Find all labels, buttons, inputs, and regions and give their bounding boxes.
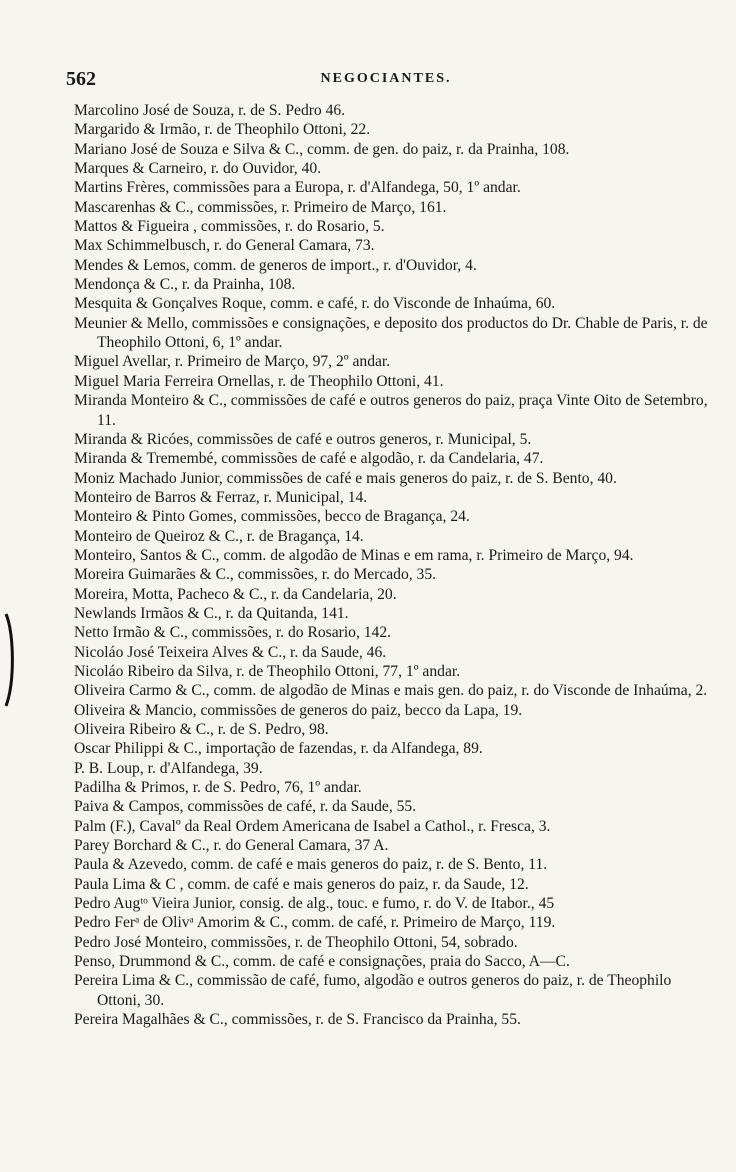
list-item: Penso, Drummond & C., comm. de café e consignações, praia do Sacco, A—C. [74,953,570,971]
list-item: Miranda & Tremembé, commissões de café e algodão, r. da Candelaria, 47. [74,450,544,468]
list-item: Mendonça & C., r. da Prainha, 108. [74,276,296,294]
list-item: Oliveira Carmo & C., comm. de algodão de Minas e mais gen. do paiz, r. do Visconde de Inhaúma, 2. [74,682,708,700]
list-item: Moreira Guimarães & C., commissões, r. do Mercado, 35. [74,566,437,584]
list-item: Marques & Carneiro, r. do Ouvidor, 40. [74,160,322,178]
list-item: Miranda & Ricóes, commissões de café e outros generos, r. Municipal, 5. [74,430,532,448]
list-item: Mascarenhas & C., commissões, r. Primeiro de Março, 161. [74,198,447,216]
list-item: Martins Frères, commissões para a Europa, r. d'Alfandega, 50, 1º andar. [74,179,521,197]
margin-bracket-mark [3,612,17,708]
list-item: Miguel Avellar, r. Primeiro de Março, 97, 2º andar. [74,353,391,371]
list-item: Mattos & Figueira , commissões, r. do Rosario, 5. [74,218,385,236]
list-item: Nicoláo José Teixeira Alves & C., r. da Saude, 46. [74,643,387,661]
list-item: Newlands Irmãos & C., r. da Quitanda, 141. [74,604,349,622]
list-item: Padilha & Primos, r. de S. Pedro, 76, 1º andar. [74,779,362,797]
list-item: Netto Irmão & C., commissões, r. do Rosario, 142. [74,624,392,642]
list-item: P. B. Loup, r. d'Alfandega, 39. [74,759,263,777]
list-item: Moreira, Motta, Pacheco & C., r. da Candelaria, 20. [74,585,397,603]
list-item: Oscar Philippi & C., importação de fazendas, r. da Alfandega, 89. [74,740,483,758]
page-header [66,68,706,92]
list-item: Marcolino José de Souza, r. de S. Pedro 46. [74,102,346,119]
list-item: Pedro Ferᵃ de Olivᵃ Amorim & C., comm. de café, r. Primeiro de Março, 119. [74,914,556,932]
list-item: Margarido & Irmão, r. de Theophilo Ottoni, 22. [74,121,371,139]
list-item: Miranda Monteiro & C., commissões de café e outros generos do paiz, praça Vinte Oito de Setembro, 11. [74,392,708,429]
list-item: Pedro José Monteiro, commissões, r. de Theophilo Ottoni, 54, sobrado. [74,933,518,951]
list-item: Moniz Machado Junior, commissões de café e mais generos do paiz, r. de S. Bento, 40. [74,469,617,487]
list-item: Monteiro, Santos & C., comm. de algodão de Minas e em rama, r. Primeiro de Março, 94. [74,546,634,564]
list-item: Paula & Azevedo, comm. de café e mais generos do paiz, r. de S. Bento, 11. [74,856,548,874]
list-item: Pereira Magalhães & C., commissões, r. de S. Francisco da Prainha, 55. [74,1011,521,1029]
page-number: 562 [66,68,96,90]
list-item: Monteiro de Queiroz & C., r. de Bragança, 14. [74,527,364,545]
list-item: Mesquita & Gonçalves Roque, comm. e café, r. do Visconde de Inhaúma, 60. [74,295,556,313]
list-item: Meunier & Mello, commissões e consignações, e deposito dos productos do Dr. Chable de Paris, r. de Theophilo Ottoni, 6, 1º andar. [74,314,708,352]
list-item: Parey Borchard & C., r. do General Camara, 37 A. [74,837,389,855]
list-item: Paula Lima & C , comm. de café e mais generos do paiz, r. da Saude, 12. [74,875,529,893]
list-item: Monteiro de Barros & Ferraz, r. Municipal, 14. [74,488,368,506]
list-item: Palm (F.), Cavalº da Real Ordem Americana de Isabel a Cathol., r. Fresca, 3. [74,817,551,835]
list-item: Max Schimmelbusch, r. do General Camara, 73. [74,237,375,255]
merchant-listing [74,101,714,1030]
list-item: Monteiro & Pinto Gomes, commissões, becco de Bragança, 24. [74,508,470,526]
list-item: Pereira Lima & C., commissão de café, fumo, algodão e outros generos do paiz, r. de Theophilo Ottoni, 30. [74,972,672,1009]
list-item: Oliveira Ribeiro & C., r. de S. Pedro, 98. [74,721,329,738]
list-item: Oliveira & Mancio, commissões de generos do paiz, becco da Lapa, 19. [74,701,523,719]
list-item: Mariano José de Souza e Silva & C., comm. de gen. do paiz, r. da Prainha, 108. [74,140,570,158]
list-item: Mendes & Lemos, comm. de generos de import., r. d'Ouvidor, 4. [74,256,477,274]
list-item: Nicoláo Ribeiro da Silva, r. de Theophilo Ottoni, 77, 1º andar. [74,662,461,680]
list-item: Miguel Maria Ferreira Ornellas, r. de Theophilo Ottoni, 41. [74,372,444,390]
list-item: Paiva & Campos, commissões de café, r. da Saude, 55. [74,798,417,816]
running-head: NEGOCIANTES. [320,71,452,86]
list-item: Pedro Augᵗᵒ Vieira Junior, consig. de alg., touc. e fumo, r. do V. de Itabor., 45 [74,895,555,913]
